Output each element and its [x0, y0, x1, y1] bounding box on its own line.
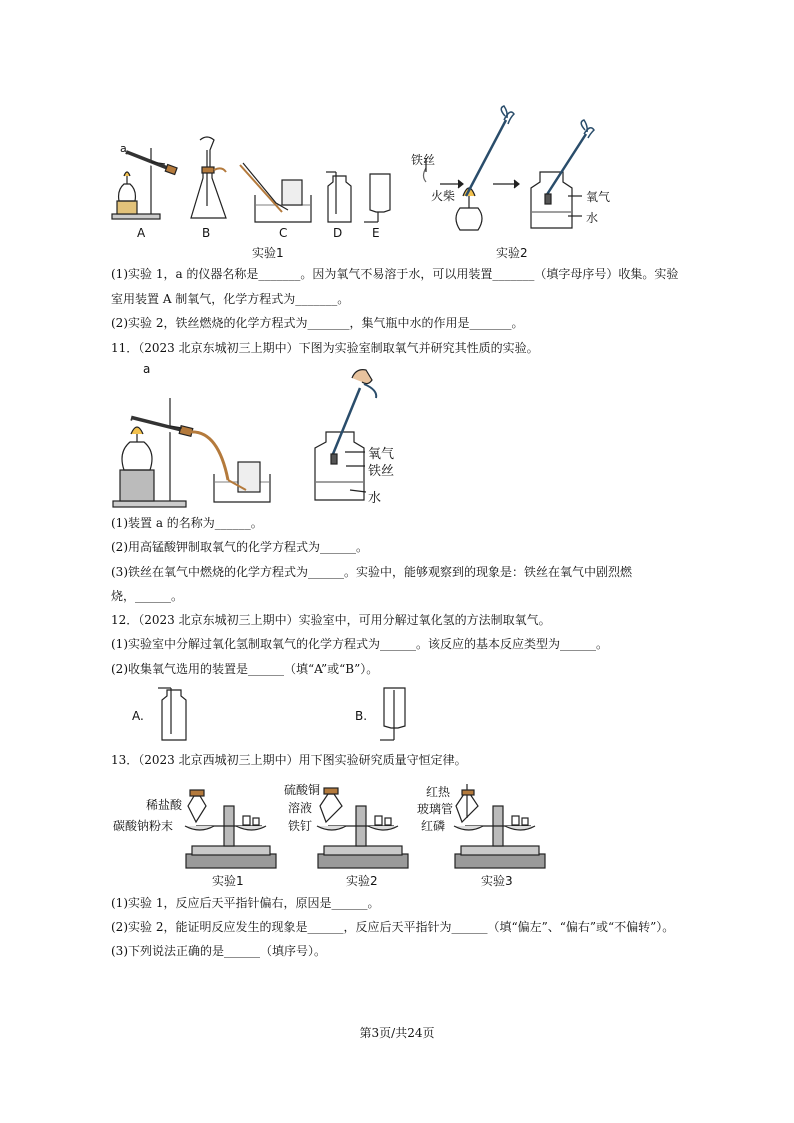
- q13-caption-2: 实验2: [346, 874, 378, 888]
- fig-label-water: 水: [586, 211, 599, 225]
- q11-title: 11．（2023 北京东城初三上期中）下图为实验室制取氧气并研究其性质的实验。: [111, 341, 539, 355]
- balance-3-illustration: [454, 784, 545, 868]
- apparatus-a-illustration: [112, 148, 177, 219]
- fig-label-a: a: [120, 142, 127, 155]
- q12-option-b-label: B.: [355, 709, 368, 723]
- q11-part1: (1)装置 a 的名称为______。: [111, 516, 263, 530]
- q13-caption-1: 实验1: [212, 874, 244, 888]
- fig-label-E: E: [372, 226, 380, 240]
- q11-label-oxygen: 氧气: [368, 447, 395, 462]
- figure-q12: [0, 680, 794, 750]
- page-number: 第3页/共24页: [359, 1026, 435, 1040]
- caption-experiment-1: 实验1: [252, 246, 284, 260]
- apparatus-d-illustration: [326, 172, 351, 222]
- balance-2-illustration: [317, 788, 408, 868]
- q13-label-hcl: 稀盐酸: [146, 798, 183, 812]
- figure-experiment-1-2: [0, 0, 794, 265]
- fig-label-oxygen: 氧气: [586, 190, 611, 204]
- fig-label-iron-wire: 铁丝: [411, 153, 436, 167]
- q11-label-iron-wire: 铁丝: [368, 464, 395, 479]
- q13-label-na2co3: 碳酸钠粉末: [113, 819, 174, 833]
- apparatus-b-illustration: [191, 137, 226, 218]
- experiment-2-illustration: [424, 106, 595, 230]
- q13-label-cuso4-line1: 硫酸铜: [284, 783, 321, 797]
- figure-q11: [0, 355, 794, 515]
- q10-part1-line2: 室用装置 A 制氧气，化学方程式为_______。: [111, 292, 350, 306]
- q11-label-a: a: [143, 362, 151, 376]
- apparatus-e-illustration: [364, 174, 390, 222]
- q11-part2: (2)用高锰酸钾制取氧气的化学方程式为______。: [111, 540, 368, 554]
- fig-label-B: B: [202, 226, 211, 240]
- q11-part3-line2: 烧，______。: [111, 589, 184, 603]
- q12-title: 12．（2023 北京东城初三上期中）实验室中，可用分解过氧化氢的方法制取氧气。: [111, 613, 551, 627]
- q10-part1-line1: (1)实验 1，a 的仪器名称是_______。因为氧气不易溶于水，可以用装置_______（填字母序号）收集。实验: [111, 267, 679, 281]
- fig-label-C: C: [279, 226, 288, 240]
- apparatus-c-illustration: [240, 163, 311, 222]
- fig-label-D: D: [333, 226, 343, 240]
- q12-part1: (1)实验室中分解过氧化氢制取氧气的化学方程式为______。该反应的基本反应类型为______。: [111, 637, 609, 651]
- fig-label-match: 火柴: [431, 189, 456, 203]
- q13-part2: (2)实验 2，能证明反应发生的现象是______，反应后天平指针为______（填“偏左”、“偏右”或“不偏转”）。: [111, 920, 675, 934]
- q11-part3-line1: (3)铁丝在氧气中燃烧的化学方程式为______。实验中，能够观察到的现象是：铁丝在氧气中剧烈燃: [111, 565, 633, 579]
- caption-experiment-2: 实验2: [496, 246, 528, 260]
- q10-part2: (2)实验 2，铁丝燃烧的化学方程式为_______，集气瓶中水的作用是_______。: [111, 316, 524, 330]
- q12-part2: (2)收集氧气选用的装置是______（填“A”或“B”）。: [111, 662, 379, 676]
- q13-caption-3: 实验3: [481, 874, 513, 888]
- q13-label-red-phosphorus: 红磷: [421, 819, 446, 833]
- q11-label-water: 水: [368, 491, 382, 506]
- q13-label-hot-line2: 玻璃管: [417, 802, 454, 816]
- q13-label-cuso4-line2: 溶液: [288, 801, 313, 815]
- q13-label-hot-line1: 红热: [426, 785, 451, 799]
- q13-part3: (3)下列说法正确的是______（填序号）。: [111, 944, 326, 958]
- q13-label-nail: 铁钉: [288, 819, 313, 833]
- q13-part1: (1)实验 1，反应后天平指针偏右，原因是______。: [111, 896, 380, 910]
- fig-label-A: A: [137, 226, 146, 240]
- q12-option-a-label: A.: [132, 709, 144, 723]
- balance-1-illustration: [185, 790, 276, 868]
- q13-title: 13．（2023 北京西城初三上期中）用下图实验研究质量守恒定律。: [111, 753, 467, 767]
